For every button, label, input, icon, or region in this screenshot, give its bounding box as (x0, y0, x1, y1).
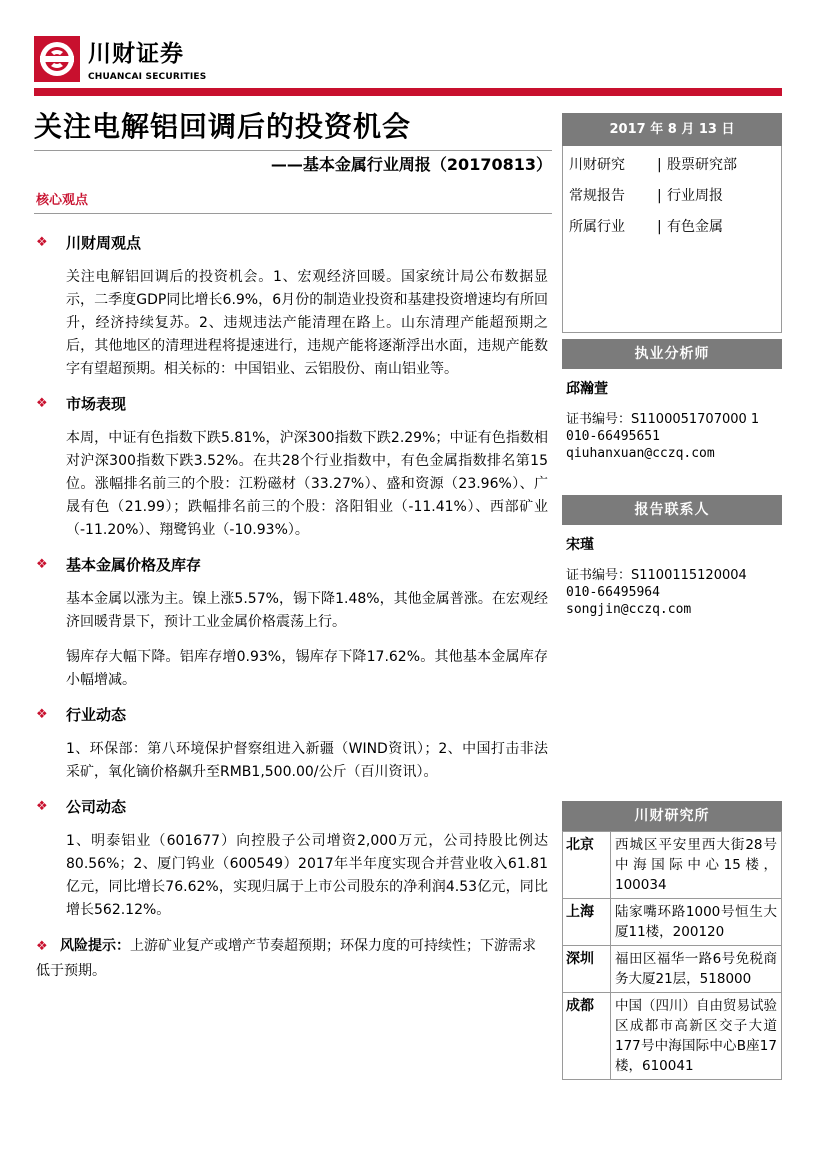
office-city: 上海 (563, 899, 611, 946)
section-heading: 川财周观点 (66, 234, 142, 252)
brand-name-cn: 川财证券 (88, 41, 184, 67)
contact-card (562, 525, 782, 651)
office-row (563, 946, 782, 993)
office-city: 成都 (563, 993, 611, 1080)
diamond-bullet-icon: ❖ (36, 799, 48, 814)
analyst-name: 邱瀚萱 (566, 381, 608, 397)
core-view-label: 核心观点 (36, 193, 89, 208)
section-paragraph: 锡库存大幅下降。铝库存增0.93%，锡库存下降17.62%。其他基本金属库存小幅增减。 (66, 649, 548, 688)
contact-phone: 010-66495964 (566, 585, 660, 600)
section-weekly-view (36, 232, 548, 381)
info-value: 行业周报 (667, 188, 723, 204)
analyst-email: qiuhanxuan@cczq.com (566, 446, 715, 461)
chuancai-logo-icon (34, 36, 80, 82)
diamond-bullet-icon: ❖ (36, 707, 48, 722)
header-red-bar (34, 88, 782, 96)
info-value: 有色金属 (667, 219, 723, 235)
diamond-bullet-icon: ❖ (36, 557, 48, 572)
risk-heading: 风险提示： (60, 938, 130, 954)
section-paragraph: 基本金属以涨为主。镍上涨5.57%，锡下降1.48%，其他金属普涨。在宏观经济回暖背景下，预计工业金属价格震荡上行。 (66, 591, 548, 630)
analyst-phone: 010-66495651 (566, 429, 660, 444)
section-paragraph: 1、明泰铝业（601677）向控股子公司增资2,000万元，公司持股比例达80.56%；2、厦门钨业（600549）2017年半年度实现合并营业收入61.81亿元，同比增长76.62%，实现归属于上市公司股东的净利润4.53亿元，同比增长562.12%。 (66, 833, 548, 918)
office-city: 深圳 (563, 946, 611, 993)
info-value: 股票研究部 (667, 157, 737, 173)
title-divider (34, 150, 552, 151)
info-row (563, 150, 781, 181)
report-info-box (562, 146, 782, 333)
sidebar-spacer (562, 651, 782, 801)
section-heading: 基本金属价格及库存 (66, 556, 202, 574)
institute-heading: 川财研究所 (562, 801, 782, 831)
office-address: 西城区平安里西大街28号中海国际中心15楼，100034 (611, 832, 782, 899)
risk-text: 上游矿业复产或增产节奏超预期；环保力度的可持续性；下游需求低于预期。 (36, 938, 536, 979)
office-row (563, 993, 782, 1080)
diamond-bullet-icon: ❖ (36, 396, 48, 411)
office-address: 中国（四川）自由贸易试验区成都市高新区交子大道177号中海国际中心B座17楼，610041 (611, 993, 782, 1080)
report-date: 2017 年 8 月 13 日 (562, 113, 782, 146)
office-address: 福田区福华一路6号免税商务大厦21层，518000 (611, 946, 782, 993)
contact-cert: 证书编号：S1100115120004 (566, 568, 747, 583)
section-paragraph: 本周，中证有色指数下跌5.81%，沪深300指数下跌2.29%；中证有色指数相对沪深300指数下跌3.52%。在共28个行业指数中，有色金属指数排名第15位。涨幅排名前三的个股：江粉磁材（33.27%）、盛和资源（23.96%）、广晟有色（21.99）；跌幅排名前三的个股：洛阳钼业（-11.41%）、西部矿业（-11.20%）、翔鹭钨业（-10.93%）。 (66, 430, 548, 538)
section-paragraph: 关注电解铝回调后的投资机会。1、宏观经济回暖。国家统计局公布数据显示，二季度GDP同比增长6.9%，6月份的制造业投资和基建投资增速均有所回升，经济持续复苏。2、违规违法产能清理在路上。山东清理产能超预期之后，其他地区的清理进程将提速进行，违规产能将逐渐浮出水面，违规产能数字有望超预期。相关标的：中国铝业、云铝股份、南山铝业等。 (66, 269, 548, 377)
report-subtitle: ——基本金属行业周报（20170813） (270, 155, 552, 174)
analyst-cert: 证书编号：S1100051707000 1 (566, 412, 760, 427)
info-key: 川财研究 (569, 157, 625, 173)
diamond-bullet-icon: ❖ (36, 235, 48, 250)
office-table (562, 831, 782, 1080)
diamond-bullet-icon: ❖ (36, 939, 48, 954)
info-row (563, 181, 781, 212)
info-separator: | (657, 219, 662, 235)
office-row (563, 832, 782, 899)
sidebar (562, 113, 782, 1080)
section-industry-news (36, 704, 548, 784)
office-address: 陆家嘴环路1000号恒生大厦11楼，200120 (611, 899, 782, 946)
section-paragraph: 1、环保部：第八环境保护督察组进入新疆（WIND资讯）；2、中国打击非法采矿，氧化镝价格飙升至RMB1,500.00/公斤（百川资讯）。 (66, 741, 548, 780)
info-key: 所属行业 (569, 219, 625, 235)
info-separator: | (657, 157, 662, 173)
analyst-heading: 执业分析师 (562, 339, 782, 369)
section-market-performance (36, 393, 548, 542)
office-city: 北京 (563, 832, 611, 899)
core-view-divider (34, 213, 552, 214)
risk-warning (36, 934, 548, 983)
main-content (36, 226, 548, 983)
contact-name: 宋瑾 (566, 537, 594, 553)
brand-name-en: CHUANCAI SECURITIES (88, 72, 207, 82)
office-row (563, 899, 782, 946)
contact-email: songjin@cczq.com (566, 602, 692, 617)
info-key: 常规报告 (569, 188, 625, 204)
report-title: 关注电解铝回调后的投资机会 (34, 110, 412, 143)
info-separator: | (657, 188, 662, 204)
section-metal-prices (36, 554, 548, 692)
contact-heading: 报告联系人 (562, 495, 782, 525)
section-heading: 行业动态 (66, 706, 127, 724)
analyst-card (562, 369, 782, 495)
section-heading: 市场表现 (66, 395, 127, 413)
section-company-news (36, 796, 548, 922)
info-row (563, 212, 781, 243)
section-heading: 公司动态 (66, 798, 127, 816)
